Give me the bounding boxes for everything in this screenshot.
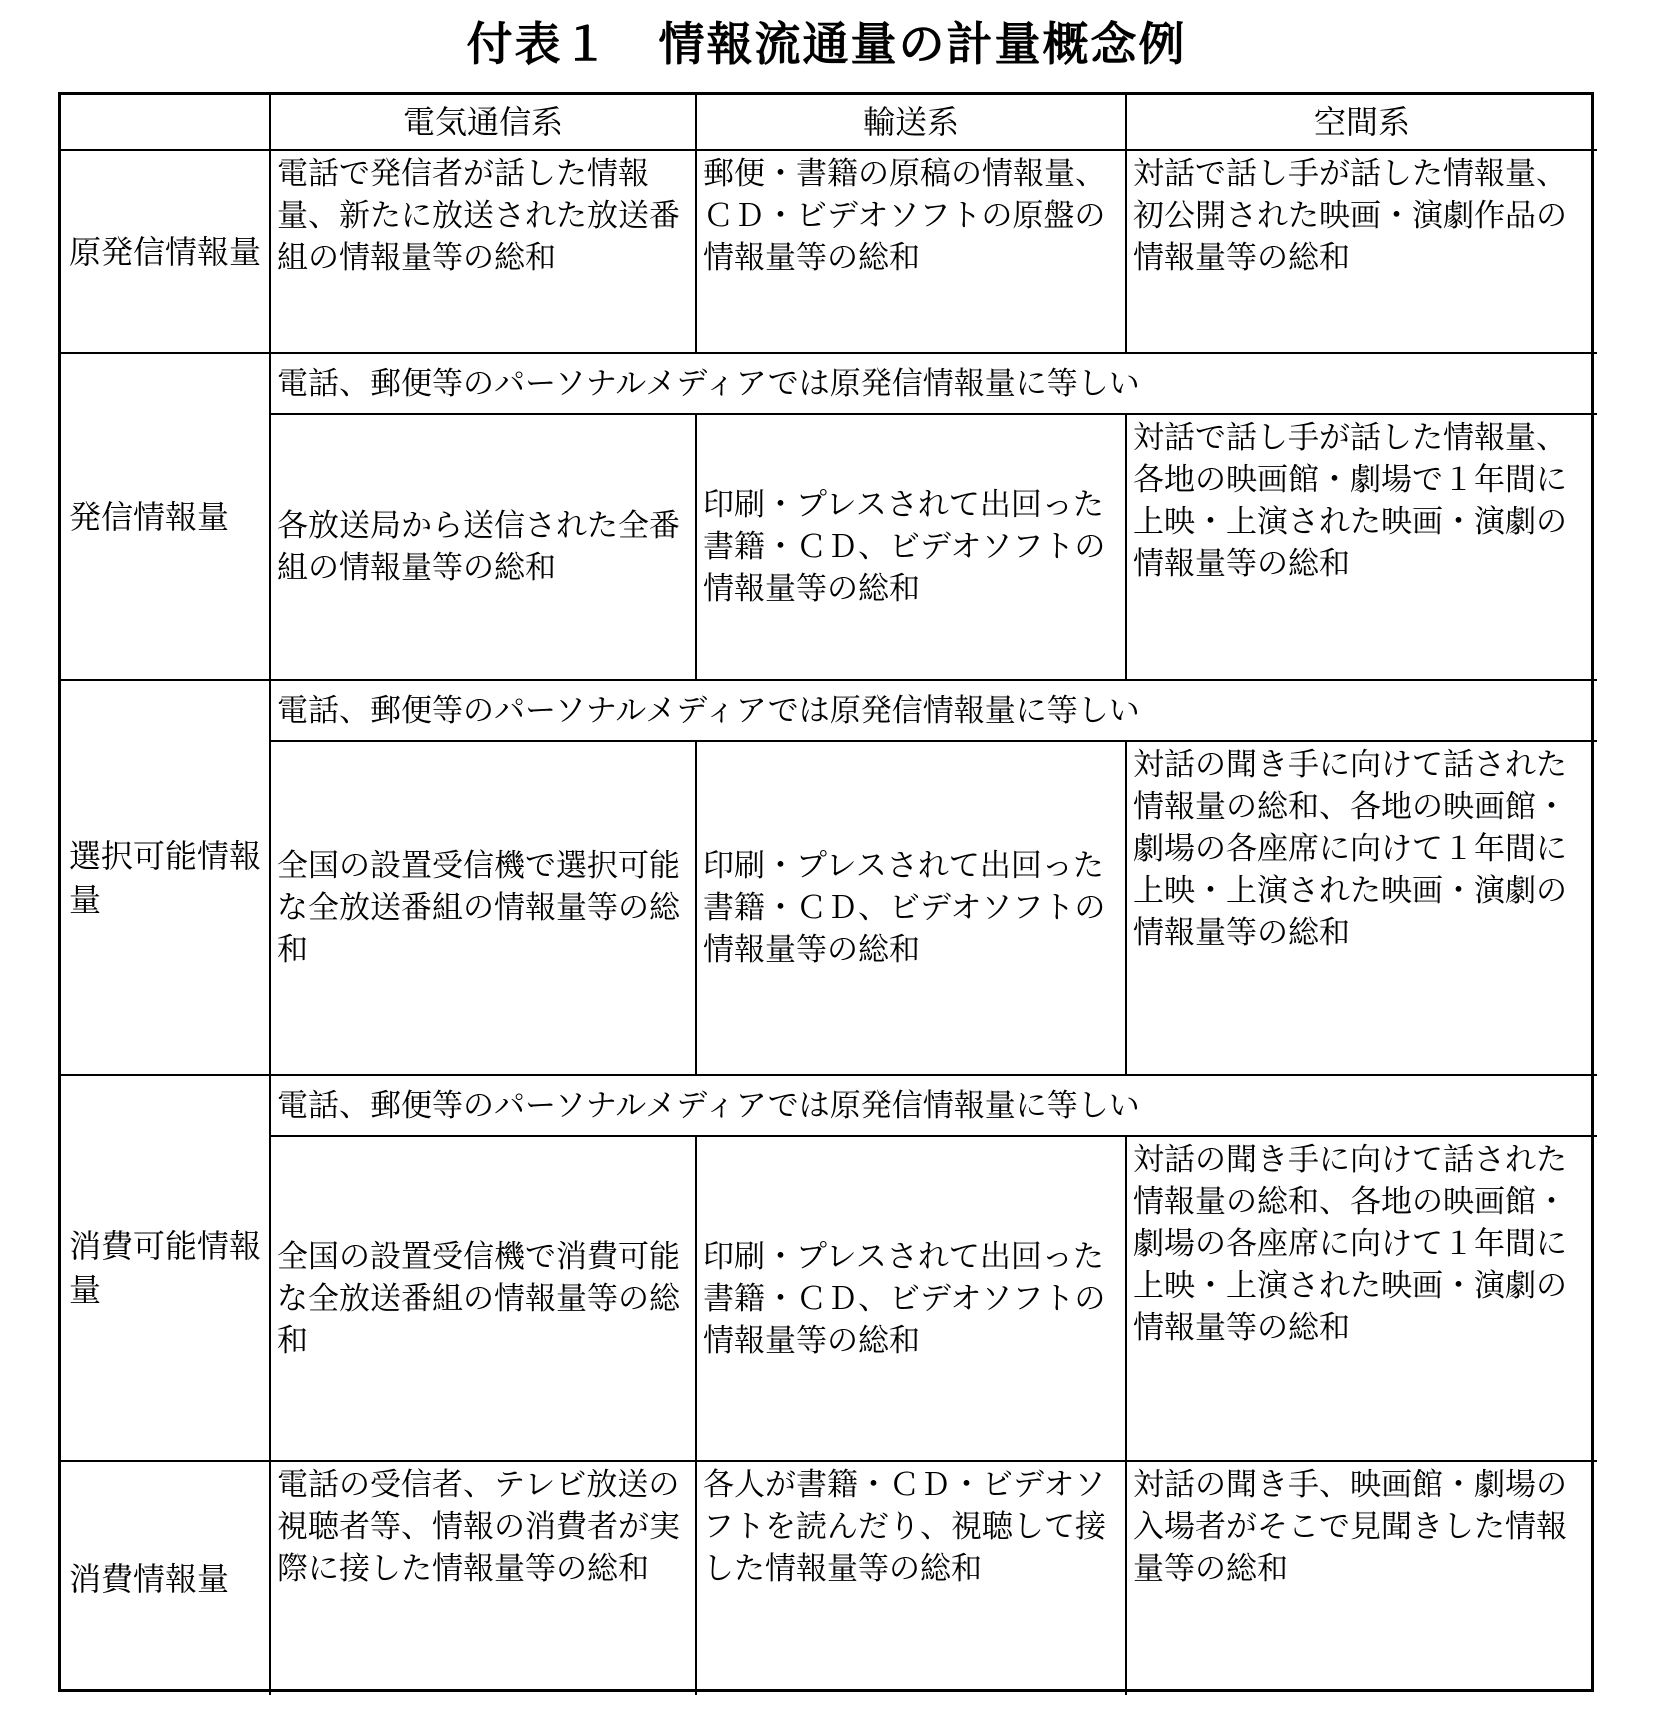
table-cell: 印刷・プレスされて出回った書籍・ＣＤ、ビデオソフトの情報量等の総和 xyxy=(697,1137,1127,1462)
table-cell: 対話の聞き手に向けて話された情報量の総和、各地の映画館・劇場の各座席に向けて１年間に上映・上演された映画・演劇の情報量等の総和 xyxy=(1127,1137,1597,1462)
table-cell: 全国の設置受信機で消費可能な全放送番組の情報量等の総和 xyxy=(271,1137,697,1462)
table-note-row: 電話、郵便等のパーソナルメディアでは原発信情報量に等しい xyxy=(271,354,1597,415)
table-cell: 各放送局から送信された全番組の情報量等の総和 xyxy=(271,415,697,681)
row-header-original-transmission: 原発信情報量 xyxy=(61,151,271,354)
table-cell: 対話で話し手が話した情報量、各地の映画館・劇場で１年間に上映・上演された映画・演劇の情報量等の総和 xyxy=(1127,415,1597,681)
table-cell: 印刷・プレスされて出回った書籍・ＣＤ、ビデオソフトの情報量等の総和 xyxy=(697,742,1127,1076)
table-cell: 各人が書籍・ＣＤ・ビデオソフトを読んだり、視聴して接した情報量等の総和 xyxy=(697,1462,1127,1695)
table-cell: 対話の聞き手に向けて話された情報量の総和、各地の映画館・劇場の各座席に向けて１年間に上映・上演された映画・演劇の情報量等の総和 xyxy=(1127,742,1597,1076)
table-cell: 印刷・プレスされて出回った書籍・ＣＤ、ビデオソフトの情報量等の総和 xyxy=(697,415,1127,681)
table-cell: 電話で発信者が話した情報量、新たに放送された放送番組の情報量等の総和 xyxy=(271,151,697,354)
table-note-row: 電話、郵便等のパーソナルメディアでは原発信情報量に等しい xyxy=(271,681,1597,742)
row-header-transmission: 発信情報量 xyxy=(61,354,271,681)
row-header-consumption: 消費情報量 xyxy=(61,1462,271,1695)
table-cell: 対話の聞き手、映画館・劇場の入場者がそこで見聞きした情報量等の総和 xyxy=(1133,1467,1567,1587)
page-title: 付表１ 情報流通量の計量概念例 xyxy=(466,17,1187,71)
column-header-space: 空間系 xyxy=(1127,95,1597,151)
column-header-transport: 輸送系 xyxy=(697,95,1127,151)
column-header-telecom: 電気通信系 xyxy=(271,95,697,151)
table-cell: 郵便・書籍の原稿の情報量、ＣＤ・ビデオソフトの原盤の情報量等の総和 xyxy=(697,151,1127,354)
table-cell: 電話の受信者、テレビ放送の視聴者等、情報の消費者が実際に接した情報量等の総和 xyxy=(271,1462,697,1695)
table-cell: 全国の設置受信機で選択可能な全放送番組の情報量等の総和 xyxy=(271,742,697,1076)
table-cell: 対話で話し手が話した情報量、初公開された映画・演劇作品の情報量等の総和 xyxy=(1127,151,1597,354)
table-note-row: 電話、郵便等のパーソナルメディアでは原発信情報量に等しい xyxy=(271,1076,1597,1137)
concept-table xyxy=(58,92,1594,1692)
row-header-selectable: 選択可能情報量 xyxy=(61,681,271,1076)
table-corner-cell xyxy=(61,95,271,151)
row-header-consumable: 消費可能情報量 xyxy=(61,1076,271,1462)
